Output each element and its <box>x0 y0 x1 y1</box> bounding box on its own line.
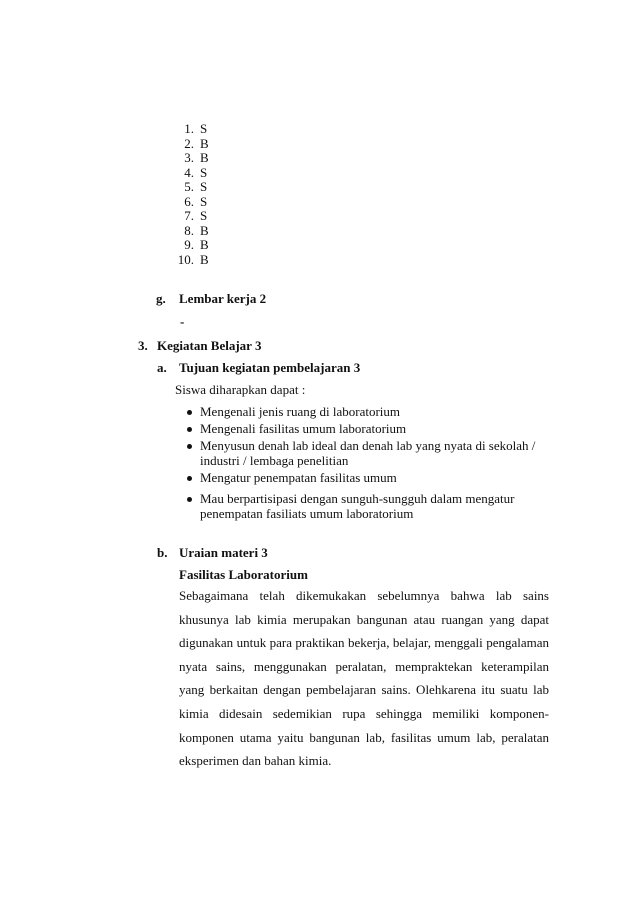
section-b-subtitle: Fasilitas Laboratorium <box>179 567 308 582</box>
answer-number: 9. <box>184 237 194 252</box>
section-b-paragraph: Sebagaimana telah dikemukakan sebelumnya bahwa lab sains khusunya lab kimia merupakan bangunan atau ruangan yang dapat digunakan untuk para praktikan bekerja, belajar, menggali pengalaman nyata sains, menggunakan peralatan, mempraktekan keterampilan yang berkaitan dengan pembelajaran sains. Olehkarena itu suatu lab kimia didesain sedemikian rupa sehingga memiliki komponen-komponen utama yaitu bangunan lab, fasilitas umum lab, peralatan eksperimen dan bahan kimia. <box>179 588 549 769</box>
answer-value: B <box>200 223 209 238</box>
section-g-dash: - <box>180 314 185 329</box>
bullet-icon <box>187 497 192 502</box>
section-a-title: Tujuan kegiatan pembelajaran 3 <box>179 360 361 375</box>
answer-value: B <box>200 237 209 252</box>
section-a-intro: Siswa diharapkan dapat : <box>175 382 306 397</box>
section-g-marker: g. <box>156 291 166 306</box>
list-item-continuation: industri / lembaga penelitian <box>200 453 349 468</box>
section-b-title: Uraian materi 3 <box>179 545 268 560</box>
section-b-marker: b. <box>157 545 168 560</box>
section-g-title: Lembar kerja 2 <box>179 291 267 306</box>
answer-number: 10. <box>177 252 194 267</box>
list-item: Mengenali fasilitas umum laboratorium <box>200 421 407 436</box>
answer-number: 8. <box>184 223 194 238</box>
bullet-icon <box>187 410 192 415</box>
section-3-title: Kegiatan Belajar 3 <box>157 338 262 353</box>
answer-value: S <box>200 208 208 223</box>
answer-number: 5. <box>184 179 194 194</box>
answer-number: 2. <box>184 136 194 151</box>
answer-value: S <box>200 121 208 136</box>
answer-value: B <box>200 252 209 267</box>
answer-number: 4. <box>184 165 194 180</box>
bullet-icon <box>187 444 192 449</box>
answer-number: 1. <box>184 121 194 136</box>
answer-number: 3. <box>184 150 194 165</box>
answer-value: S <box>200 194 208 209</box>
section-3-marker: 3. <box>138 338 148 353</box>
list-item-continuation: penempatan fasiliats umum laboratorium <box>200 506 414 521</box>
list-item: Mengenali jenis ruang di laboratorium <box>200 404 401 419</box>
answer-number: 7. <box>184 208 194 223</box>
section-a-marker: a. <box>157 360 167 375</box>
answer-value: S <box>200 179 208 194</box>
answer-value: B <box>200 136 209 151</box>
answer-value: S <box>200 165 208 180</box>
bullet-icon <box>187 427 192 432</box>
answer-value: B <box>200 150 209 165</box>
bullet-icon <box>187 476 192 481</box>
list-item: Menyusun denah lab ideal dan denah lab yang nyata di sekolah / <box>200 438 536 453</box>
answer-number: 6. <box>184 194 194 209</box>
list-item: Mengatur penempatan fasilitas umum <box>200 470 397 485</box>
list-item: Mau berpartisipasi dengan sunguh-sungguh dalam mengatur <box>200 491 515 506</box>
